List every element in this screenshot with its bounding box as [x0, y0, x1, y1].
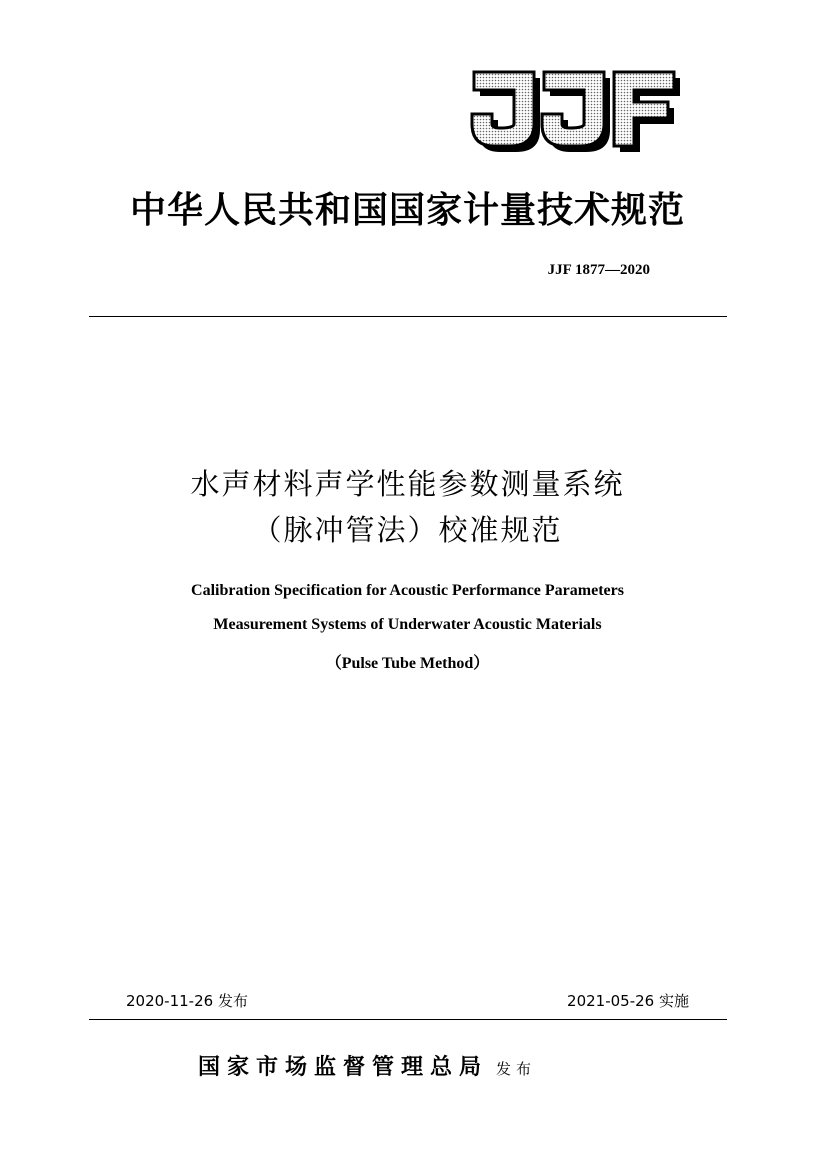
issuer-action: 发布	[496, 1060, 537, 1078]
issuer	[198, 1050, 536, 1081]
english-title-line-3: （Pulse Tube Method）	[325, 655, 490, 672]
national-title: 中华人民共和国国家计量技术规范	[129, 189, 685, 231]
issuer-organization: 国家市场监督管理总局	[198, 1054, 489, 1080]
issue-date: 2020-11-26 发布	[126, 992, 248, 1010]
jjf-logo	[470, 70, 682, 154]
header-divider	[89, 316, 727, 317]
chinese-title-line-1: 水声材料声学性能参数测量系统	[190, 467, 625, 501]
logo-letter-f	[614, 72, 674, 146]
chinese-title-line-2: （脉冲管法）校准规范	[252, 513, 563, 547]
english-title-line-2: Measurement Systems of Underwater Acoustic Materials	[213, 616, 602, 633]
logo-letter-j2	[542, 72, 604, 146]
english-title-line-1: Calibration Specification for Acoustic Performance Parameters	[191, 582, 624, 599]
implementation-date: 2021-05-26 实施	[567, 992, 689, 1010]
footer-divider	[89, 1019, 727, 1020]
standard-number: JJF 1877—2020	[547, 262, 650, 278]
logo-letter-j1	[472, 72, 534, 146]
